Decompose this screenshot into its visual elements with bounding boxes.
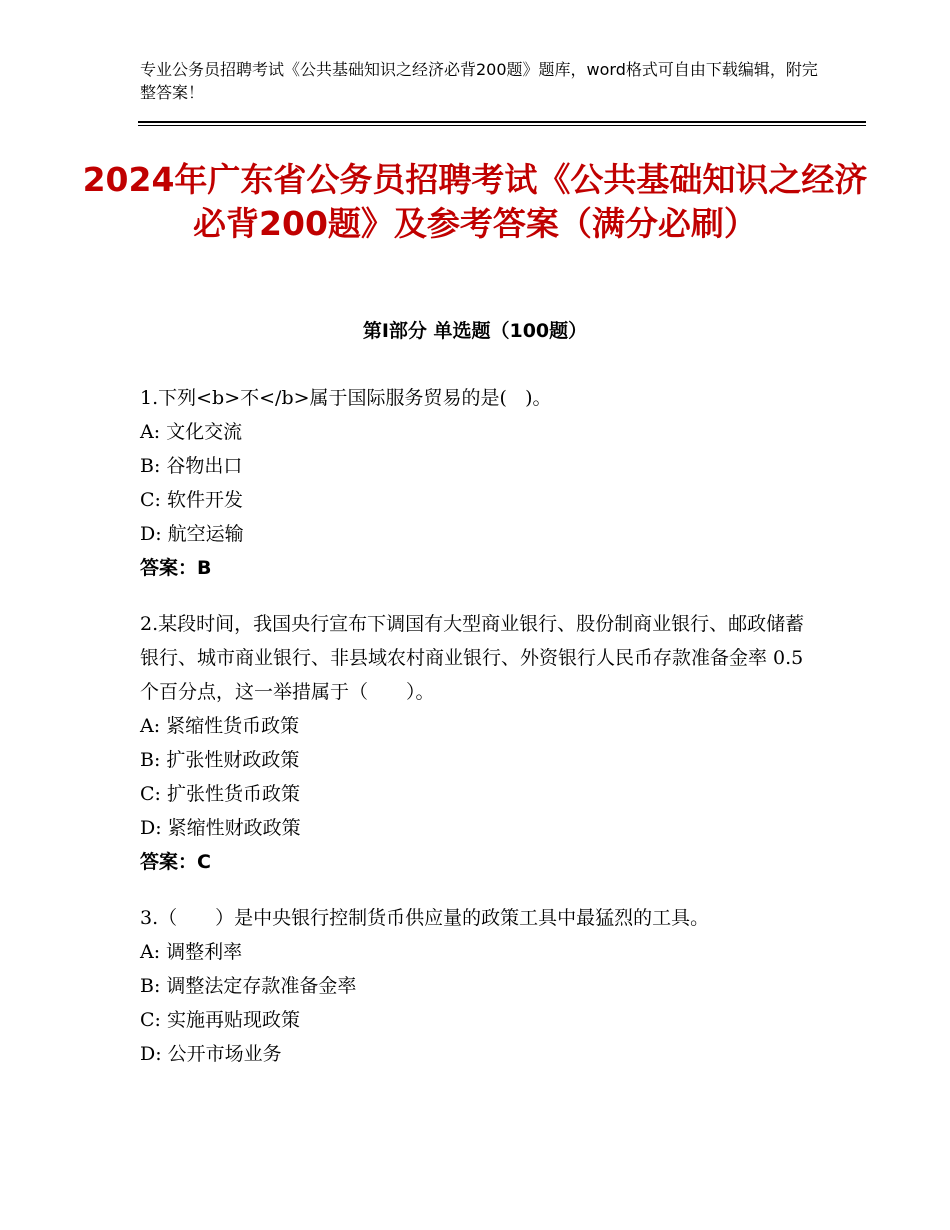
option-c: C: 实施再贴现政策 [140,1009,300,1031]
option-c: C: 软件开发 [140,489,243,511]
header-rule-thin [138,125,866,126]
question-list [140,381,820,1093]
answer-key: 答案：B [140,557,212,579]
option-a: A: 文化交流 [140,421,243,443]
option-d: D: 航空运输 [140,523,244,545]
question-3 [140,901,820,1071]
answer-key: 答案：C [140,851,211,873]
option-a: A: 调整利率 [140,941,243,963]
question-stem: 2.某段时间，我国央行宣布下调国有大型商业银行、股份制商业银行、邮政储蓄银行、城市商业银行、非县域农村商业银行、外资银行人民币存款准备金率 0.5 个百分点，这一举措属于（ ）。 [140,613,810,703]
option-b: B: 谷物出口 [140,455,243,477]
document-title: 2024年广东省公务员招聘考试《公共基础知识之经济必背200题》及参考答案（满分必刷） [82,160,868,243]
option-b: B: 扩张性财政政策 [140,749,300,771]
question-2 [140,607,820,879]
question-stem: 3.（ ）是中央银行控制货币供应量的政策工具中最猛烈的工具。 [140,907,710,929]
option-c: C: 扩张性货币政策 [140,783,300,805]
header-note: 专业公务员招聘考试《公共基础知识之经济必背200题》题库，word格式可自由下载编辑，附完整答案！ [140,60,818,102]
option-b: B: 调整法定存款准备金率 [140,975,357,997]
section-title: 第Ⅰ部分 单选题（100题） [362,320,588,342]
header-rule-thick [138,121,866,123]
option-a: A: 紧缩性货币政策 [140,715,300,737]
option-d: D: 紧缩性财政政策 [140,817,301,839]
option-d: D: 公开市场业务 [140,1043,282,1065]
question-1 [140,381,820,585]
question-stem: 1.下列<b>不</b>属于国际服务贸易的是( )。 [140,387,552,409]
